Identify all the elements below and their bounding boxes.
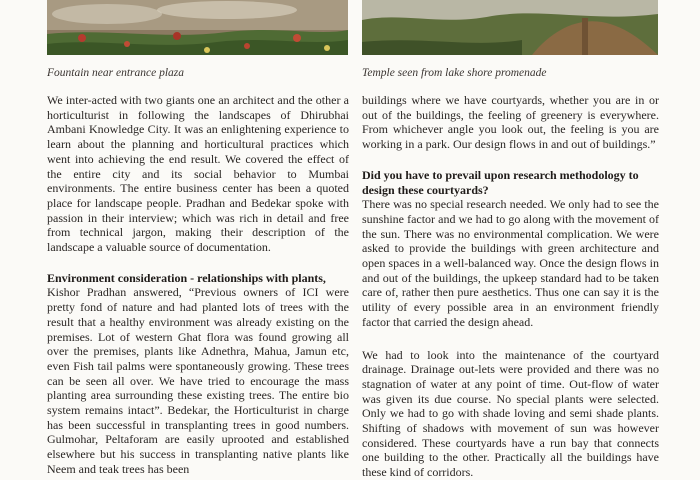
paragraph-spacer — [362, 330, 659, 348]
environment-paragraph: Kishor Pradhan answered, “Previous owners of ICI were pretty fond of nature and had planted lots of trees with the result that a healthy environment was already existing on the premises. Lot of western Ghat flora was found growing all over the premises, plants like Adnethra, Mahua, Jamun etc, even Fish tail palms were spontaneously growing. These trees can be seen all over. We have tried to encourage the mass planting area surrounding these existing trees. The entire bio system remains intact”. Bedekar, the Horticulturist in charge has been successful in transplanting trees in good numbers. Gulmohar, Peltaforam are easily uprooted and established elsewhere but his success in transplanting native plants like Neem and teak trees has been — [47, 285, 349, 476]
environment-heading: Environment consideration - relationships with plants, — [47, 270, 326, 285]
continuation-paragraph: buildings where we have courtyards, whether you are in or out of the buildings, the feeling of greenery is everywhere. From whichever angle you look out, the feeling is you are working in a park. Our design flows in and out of buildings.” — [362, 93, 659, 152]
courtyard-question-heading: Did you have to prevail upon research methodology to design these courtyards? — [362, 167, 639, 197]
paragraph-spacer — [362, 152, 659, 168]
paragraph-spacer — [47, 255, 349, 271]
fountain-photo — [47, 0, 348, 55]
intro-paragraph: We inter-acted with two giants one an architect and the other a horticulturist in following the landscapes of Dhirubhai Ambani Knowledge City. It was an enlightening experience to learn about the planning and horticultural practices which went into achieving the end result. We covered the effect of the entire city and its social behavior to Mumbai environments. The entire business center has been a quoted place for landscape people. Pradhan and Bedekar spoke with passion in their interview; which was rich in detail and free from technical jargon, making their description of the landscape a valuable source of documentation. — [47, 93, 349, 255]
temple-photo — [362, 0, 658, 55]
right-column — [362, 93, 659, 480]
left-column — [47, 93, 349, 477]
research-answer-paragraph: There was no special research needed. We only had to see the sunshine factor and we had to go along with the movement of the sun. There was no environmental complication. We were asked to provide the buildings with green architecture and open spaces in a well-balanced way. Once the design flows in and out of the buildings, the upkeep standard had to be taken care of, rather then pure aesthetics. Thus one can say it is the utility of every possible area in an environment friendly factor that carried the design ahead. — [362, 197, 659, 329]
fountain-photo-caption: Fountain near entrance plaza — [47, 67, 185, 79]
temple-photo-caption: Temple seen from lake shore promenade — [362, 67, 547, 79]
drainage-paragraph: We had to look into the maintenance of the courtyard drainage. Drainage out-lets were provided and there was no stagnation of water at any point of time. Out-flow of water was given its due course. No special plants were selected. Only we had to go with shade loving and semi shade plants. Shifting of shadows with movement of sun was however considered. These courtyards have a run bay that connects one building to the other. Practically all the buildings have these kind of corridors. — [362, 347, 659, 480]
